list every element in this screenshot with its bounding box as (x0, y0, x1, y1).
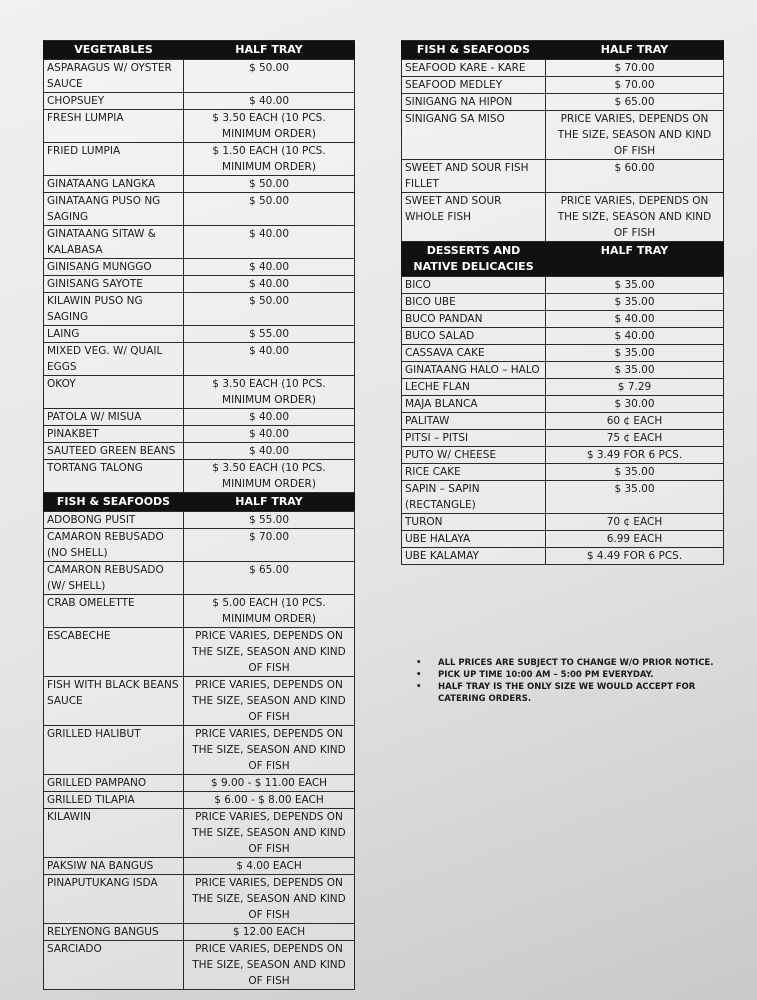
item-name: PAKSIW NA BANGUS (44, 858, 184, 875)
item-name: MIXED VEG. W/ QUAIL EGGS (44, 343, 184, 376)
item-name: CAMARON REBUSADO (NO SHELL) (44, 529, 184, 562)
item-name: BUCO SALAD (402, 328, 546, 345)
item-name: TORTANG TALONG (44, 460, 184, 493)
menu-row (402, 311, 724, 328)
menu-row (44, 677, 355, 726)
menu-row (44, 293, 355, 326)
menu-row (44, 924, 355, 941)
menu-row (402, 193, 724, 242)
menu-row (402, 447, 724, 464)
item-price: $ 3.49 FOR 6 PCS. (546, 447, 724, 464)
item-price: $ 40.00 (184, 226, 355, 259)
item-name: LAING (44, 326, 184, 343)
item-price: $ 40.00 (184, 426, 355, 443)
note-item: • PICK UP TIME 10:00 AM – 5:00 PM EVERYDAY. (416, 669, 716, 681)
menu-row (44, 726, 355, 775)
item-price: PRICE VARIES, DEPENDS ON THE SIZE, SEASON AND KIND OF FISH (184, 809, 355, 858)
section-title: FISH & SEAFOODS (44, 493, 184, 512)
item-price: 75 ¢ EACH (546, 430, 724, 447)
item-name: GRILLED TILAPIA (44, 792, 184, 809)
item-price: $ 30.00 (546, 396, 724, 413)
item-price: $ 3.50 EACH (10 PCS. MINIMUM ORDER) (184, 376, 355, 409)
item-name: MAJA BLANCA (402, 396, 546, 413)
menu-row (44, 93, 355, 110)
item-name: RICE CAKE (402, 464, 546, 481)
item-price: $ 40.00 (184, 93, 355, 110)
notes-list (416, 657, 716, 705)
item-price: $ 50.00 (184, 60, 355, 93)
item-name: CRAB OMELETTE (44, 595, 184, 628)
menu-row (402, 430, 724, 447)
item-price: $ 55.00 (184, 326, 355, 343)
item-price: 6.99 EACH (546, 531, 724, 548)
menu-row (44, 409, 355, 426)
size-header: HALF TRAY (184, 41, 355, 60)
item-price: $ 40.00 (184, 409, 355, 426)
item-name: GRILLED PAMPANO (44, 775, 184, 792)
item-name: GRILLED HALIBUT (44, 726, 184, 775)
menu-row (402, 514, 724, 531)
item-name: PITSI – PITSI (402, 430, 546, 447)
menu-row (44, 628, 355, 677)
menu-row (44, 512, 355, 529)
menu-row (44, 193, 355, 226)
item-price: $ 35.00 (546, 345, 724, 362)
item-name: FRESH LUMPIA (44, 110, 184, 143)
item-price: 60 ¢ EACH (546, 413, 724, 430)
item-price: $ 40.00 (184, 443, 355, 460)
menu-row (44, 143, 355, 176)
item-price: $ 40.00 (546, 311, 724, 328)
item-price: PRICE VARIES, DEPENDS ON THE SIZE, SEASON AND KIND OF FISH (184, 726, 355, 775)
item-price: PRICE VARIES, DEPENDS ON THE SIZE, SEASON AND KIND OF FISH (184, 677, 355, 726)
menu-row (44, 529, 355, 562)
item-price: $ 35.00 (546, 362, 724, 379)
menu-row (44, 376, 355, 409)
menu-row (44, 875, 355, 924)
item-name: CAMARON REBUSADO (W/ SHELL) (44, 562, 184, 595)
menu-row (44, 775, 355, 792)
item-name: TURON (402, 514, 546, 531)
note-item: • ALL PRICES ARE SUBJECT TO CHANGE W/O PRIOR NOTICE. (416, 657, 716, 669)
menu-row (402, 531, 724, 548)
item-price: $ 35.00 (546, 464, 724, 481)
menu-row (44, 176, 355, 193)
item-name: PUTO W/ CHEESE (402, 447, 546, 464)
menu-row (402, 277, 724, 294)
menu-row (44, 443, 355, 460)
menu-row (402, 111, 724, 160)
item-price: $ 70.00 (184, 529, 355, 562)
item-price: $ 65.00 (184, 562, 355, 595)
menu-row (44, 226, 355, 259)
item-price: $ 70.00 (546, 60, 724, 77)
item-price: $ 50.00 (184, 193, 355, 226)
item-name: SARCIADO (44, 941, 184, 990)
item-name: PALITAW (402, 413, 546, 430)
item-price: $ 50.00 (184, 176, 355, 193)
item-name: SWEET AND SOUR FISH FILLET (402, 160, 546, 193)
left-menu-table (43, 40, 355, 990)
menu-row (402, 464, 724, 481)
item-price: 70 ¢ EACH (546, 514, 724, 531)
item-price: $ 5.00 EACH (10 PCS. MINIMUM ORDER) (184, 595, 355, 628)
section-title: VEGETABLES (44, 41, 184, 60)
menu-row (44, 276, 355, 293)
item-price: PRICE VARIES, DEPENDS ON THE SIZE, SEASON AND KIND OF FISH (546, 193, 724, 242)
menu-row (402, 60, 724, 77)
size-header: HALF TRAY (546, 242, 724, 277)
item-name: LECHE FLAN (402, 379, 546, 396)
menu-row (44, 460, 355, 493)
item-name: PINAPUTUKANG ISDA (44, 875, 184, 924)
item-name: GINATAANG LANGKA (44, 176, 184, 193)
menu-row (402, 294, 724, 311)
item-price: $ 12.00 EACH (184, 924, 355, 941)
menu-row (402, 396, 724, 413)
item-price: $ 70.00 (546, 77, 724, 94)
menu-row (402, 413, 724, 430)
item-price: PRICE VARIES, DEPENDS ON THE SIZE, SEASON AND KIND OF FISH (546, 111, 724, 160)
size-header: HALF TRAY (546, 41, 724, 60)
menu-row (402, 345, 724, 362)
item-price: PRICE VARIES, DEPENDS ON THE SIZE, SEASON AND KIND OF FISH (184, 941, 355, 990)
item-price: PRICE VARIES, DEPENDS ON THE SIZE, SEASON AND KIND OF FISH (184, 628, 355, 677)
item-name: GINATAANG SITAW & KALABASA (44, 226, 184, 259)
menu-row (402, 362, 724, 379)
item-name: GINISANG SAYOTE (44, 276, 184, 293)
menu-row (44, 110, 355, 143)
item-price: $ 6.00 - $ 8.00 EACH (184, 792, 355, 809)
menu-row (402, 379, 724, 396)
item-name: RELYENONG BANGUS (44, 924, 184, 941)
desserts-header (402, 242, 724, 277)
menu-row (44, 259, 355, 276)
item-name: BICO UBE (402, 294, 546, 311)
menu-row (402, 548, 724, 565)
item-name: UBE HALAYA (402, 531, 546, 548)
menu-row (44, 792, 355, 809)
menu-row (44, 426, 355, 443)
menu-row (44, 809, 355, 858)
menu-row (402, 94, 724, 111)
item-name: FISH WITH BLACK BEANS SAUCE (44, 677, 184, 726)
menu-row (44, 343, 355, 376)
item-name: SINIGANG NA HIPON (402, 94, 546, 111)
fish-seafoods-header (402, 41, 724, 60)
item-name: SEAFOOD MEDLEY (402, 77, 546, 94)
item-price: $ 4.00 EACH (184, 858, 355, 875)
menu-row (44, 60, 355, 93)
item-name: PATOLA W/ MISUA (44, 409, 184, 426)
size-header: HALF TRAY (184, 493, 355, 512)
item-name: UBE KALAMAY (402, 548, 546, 565)
menu-row (44, 562, 355, 595)
item-price: $ 3.50 EACH (10 PCS. MINIMUM ORDER) (184, 110, 355, 143)
section-title: FISH & SEAFOODS (402, 41, 546, 60)
item-name: PINAKBET (44, 426, 184, 443)
item-name: GINATAANG HALO – HALO (402, 362, 546, 379)
item-price: $ 1.50 EACH (10 PCS. MINIMUM ORDER) (184, 143, 355, 176)
menu-row (44, 595, 355, 628)
menu-row (44, 858, 355, 875)
item-price: $ 40.00 (184, 343, 355, 376)
item-name: SEAFOOD KARE - KARE (402, 60, 546, 77)
section-title: DESSERTS AND NATIVE DELICACIES (402, 242, 546, 277)
item-name: SINIGANG SA MISO (402, 111, 546, 160)
item-name: SAUTEED GREEN BEANS (44, 443, 184, 460)
item-price: $ 35.00 (546, 294, 724, 311)
item-name: BICO (402, 277, 546, 294)
vegetables-header (44, 41, 355, 60)
item-price: $ 40.00 (546, 328, 724, 345)
item-name: ESCABECHE (44, 628, 184, 677)
fish-seafoods-header (44, 493, 355, 512)
menu-row (402, 77, 724, 94)
menu-row (402, 481, 724, 514)
item-price: $ 35.00 (546, 481, 724, 514)
item-name: ASPARAGUS W/ OYSTER SAUCE (44, 60, 184, 93)
item-name: CASSAVA CAKE (402, 345, 546, 362)
item-name: OKOY (44, 376, 184, 409)
item-price: $ 40.00 (184, 276, 355, 293)
menu-row (44, 941, 355, 990)
item-name: SWEET AND SOUR WHOLE FISH (402, 193, 546, 242)
item-name: ADOBONG PUSIT (44, 512, 184, 529)
item-name: FRIED LUMPIA (44, 143, 184, 176)
item-name: KILAWIN PUSO NG SAGING (44, 293, 184, 326)
item-price: $ 55.00 (184, 512, 355, 529)
item-price: $ 40.00 (184, 259, 355, 276)
item-name: BUCO PANDAN (402, 311, 546, 328)
item-price: $ 9.00 - $ 11.00 EACH (184, 775, 355, 792)
menu-row (402, 160, 724, 193)
item-price: $ 7.29 (546, 379, 724, 396)
item-price: $ 60.00 (546, 160, 724, 193)
item-price: PRICE VARIES, DEPENDS ON THE SIZE, SEASON AND KIND OF FISH (184, 875, 355, 924)
item-price: $ 50.00 (184, 293, 355, 326)
item-name: GINATAANG PUSO NG SAGING (44, 193, 184, 226)
item-name: KILAWIN (44, 809, 184, 858)
item-price: $ 4.49 FOR 6 PCS. (546, 548, 724, 565)
item-price: $ 35.00 (546, 277, 724, 294)
item-price: $ 65.00 (546, 94, 724, 111)
menu-row (44, 326, 355, 343)
item-name: SAPIN – SAPIN (RECTANGLE) (402, 481, 546, 514)
item-name: GINISANG MUNGGO (44, 259, 184, 276)
right-menu-table (401, 40, 724, 565)
note-item: • HALF TRAY IS THE ONLY SIZE WE WOULD ACCEPT FOR CATERING ORDERS. (416, 681, 716, 705)
menu-row (402, 328, 724, 345)
item-name: CHOPSUEY (44, 93, 184, 110)
item-price: $ 3.50 EACH (10 PCS. MINIMUM ORDER) (184, 460, 355, 493)
